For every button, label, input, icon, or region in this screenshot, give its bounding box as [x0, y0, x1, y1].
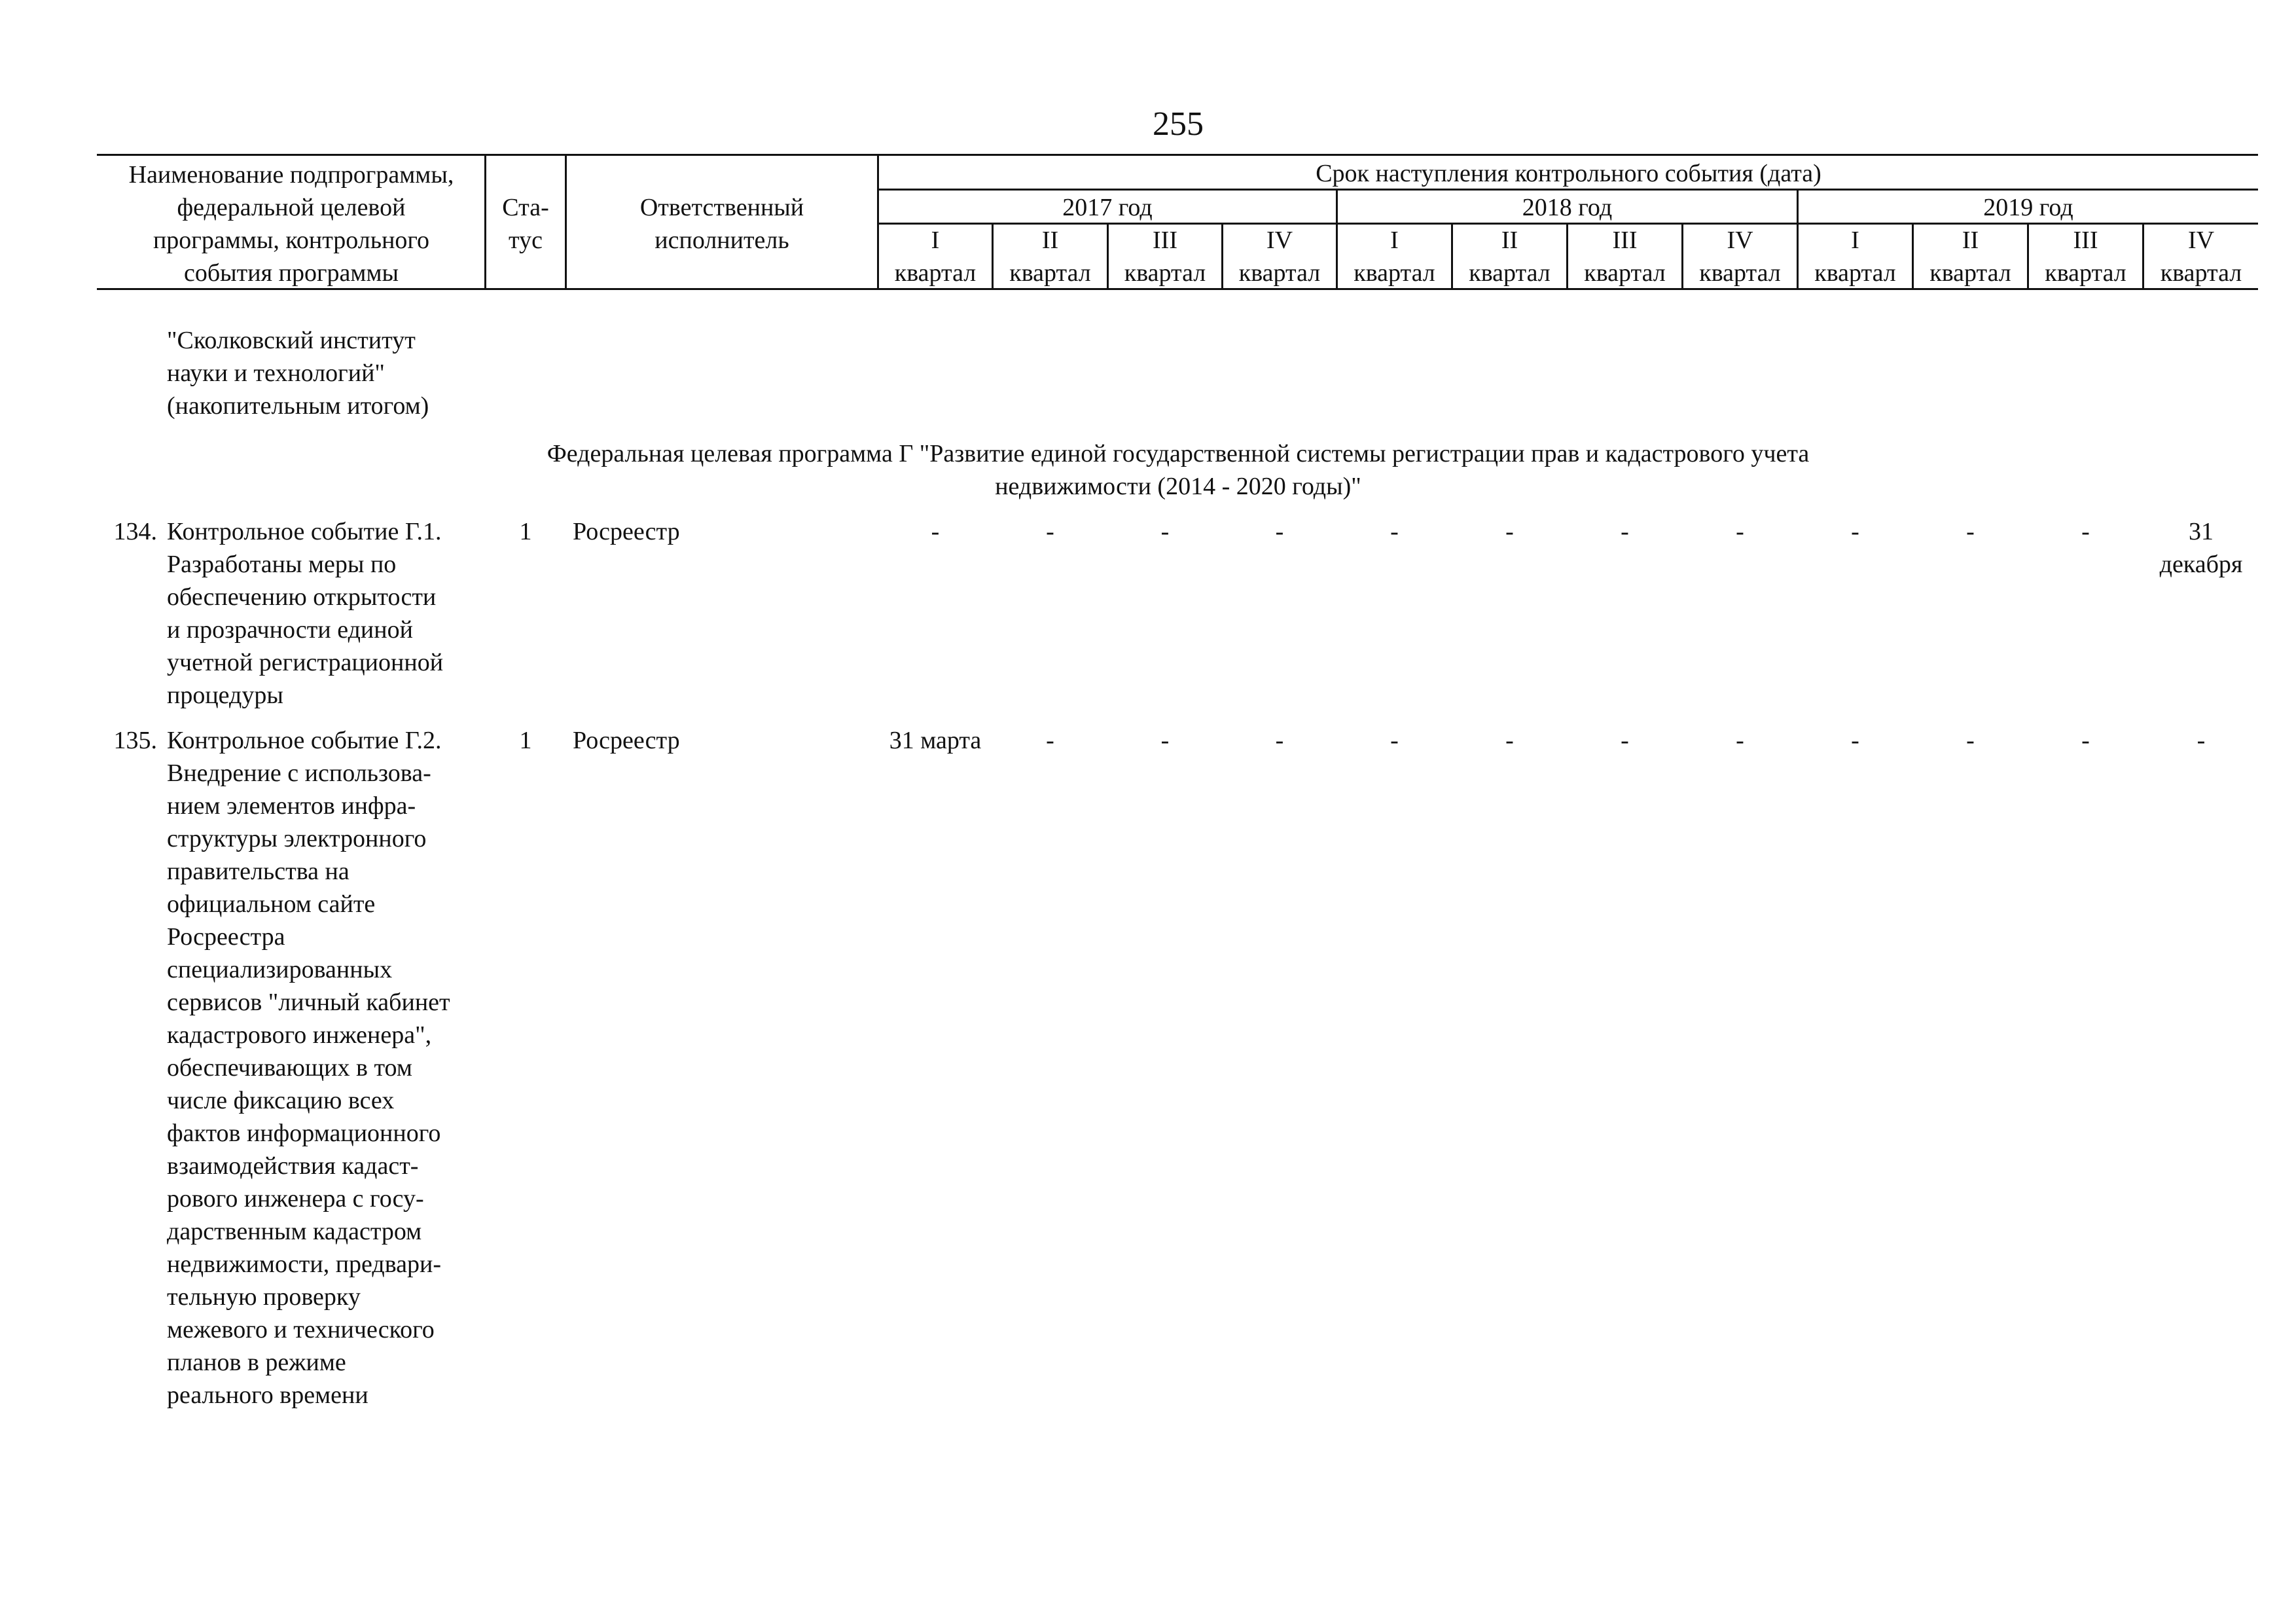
event-name-line: кадастрового инженера",: [167, 1021, 432, 1049]
header-quarter: III: [1612, 227, 1638, 254]
section-title-line: Федеральная целевая программа Г "Развитие единой государственной системы регистрации прав и кадастрового учета: [547, 440, 1810, 467]
event-name-line: правительства на: [167, 858, 350, 885]
header-name-line: федеральной целевой: [177, 194, 406, 221]
event-name-line: процедуры: [167, 682, 283, 709]
header-year: 2018 год: [1522, 194, 1613, 221]
event-name-line: дарственным кадастром: [167, 1218, 422, 1245]
header-quarter-word: квартал: [1238, 259, 1321, 287]
quarter-value: -: [2197, 727, 2206, 754]
quarter-value: -: [2081, 518, 2090, 545]
header-quarter: III: [1153, 227, 1177, 254]
event-name-line: взаимодействия кадаст-: [167, 1152, 419, 1180]
executor-value: Росреестр: [573, 518, 680, 545]
continuation-line: (накопительным итогом): [167, 392, 429, 420]
header-quarter-word: квартал: [1584, 259, 1666, 287]
header-quarter-word: квартал: [1699, 259, 1781, 287]
quarter-value: -: [1046, 727, 1054, 754]
event-name-line: Росреестра: [167, 923, 285, 951]
quarter-value: -: [1736, 518, 1744, 545]
event-name-line: обеспечению открытости: [167, 583, 437, 611]
quarter-value: 31 марта: [889, 727, 982, 754]
header-quarter: II: [1962, 227, 1979, 254]
quarter-value: -: [1160, 727, 1170, 754]
quarter-value: -: [1851, 518, 1859, 545]
quarter-value: -: [1966, 727, 1975, 754]
event-name-line: фактов информационного: [167, 1120, 441, 1147]
event-name-line: нием элементов инфра-: [167, 792, 416, 820]
quarter-value: -: [1275, 727, 1284, 754]
header-quarter: IV: [2187, 227, 2215, 254]
header-name-line: события программы: [183, 259, 399, 287]
header-quarter-word: квартал: [1009, 259, 1091, 287]
header-quarter-word: квартал: [894, 259, 977, 287]
event-name-line: Внедрение с использова-: [167, 759, 431, 787]
quarter-value: -: [931, 518, 940, 545]
event-name-line: числе фиксацию всех: [167, 1087, 395, 1114]
quarter-value: -: [1851, 727, 1859, 754]
quarter-value: 31 декабря: [2159, 518, 2243, 578]
header-quarter-word: квартал: [1469, 259, 1551, 287]
section-title-line: недвижимости (2014 - 2020 годы)": [995, 473, 1361, 500]
event-name-line: сервисов "личный кабинет: [167, 989, 450, 1016]
quarter-value: -: [1505, 518, 1514, 545]
status-value: 1: [519, 727, 532, 754]
header-year: 2019 год: [1983, 194, 2073, 221]
header-quarter: I: [931, 227, 940, 254]
header-quarter-word: квартал: [1124, 259, 1206, 287]
event-name-line: рового инженера с госу-: [167, 1185, 424, 1213]
header-quarter: III: [2073, 227, 2098, 254]
header-year: 2017 год: [1062, 194, 1153, 221]
quarter-value: -: [1390, 518, 1399, 545]
event-name-line: тельную проверку: [167, 1283, 361, 1311]
header-executor-line: исполнитель: [655, 227, 789, 254]
quarter-value: -: [1966, 518, 1975, 545]
event-name-line: реального времени: [167, 1381, 368, 1409]
header-quarter: IV: [1266, 227, 1293, 254]
header-status-line: тус: [509, 227, 543, 254]
header-quarter-word: квартал: [2160, 259, 2242, 287]
header-quarter: I: [1851, 227, 1859, 254]
header-top-rule: [97, 154, 2258, 156]
header-quarter: II: [1501, 227, 1518, 254]
event-name-line: Разработаны меры по: [167, 551, 397, 578]
header-quarter-word: квартал: [2045, 259, 2126, 287]
event-name-line: и прозрачности единой: [167, 616, 413, 644]
quarter-value: -: [1736, 727, 1744, 754]
quarter-value: -: [1390, 727, 1399, 754]
event-name-line: обеспечивающих в том: [167, 1054, 412, 1082]
quarter-value: -: [1046, 518, 1054, 545]
header-quarter: I: [1390, 227, 1399, 254]
event-name-line: учетной регистрационной: [167, 649, 444, 676]
event-name-line: специализированных: [167, 956, 393, 983]
header-name-line: программы, контрольного: [152, 227, 430, 254]
header-quarter-word: квартал: [1814, 259, 1896, 287]
header-status-line: Ста-: [502, 194, 549, 221]
continuation-line: "Сколковский институт: [167, 327, 416, 354]
quarter-value: -: [2081, 727, 2090, 754]
page-number: 255: [1153, 105, 1204, 143]
event-name-line: Контрольное событие Г.2.: [167, 727, 442, 754]
event-name-line: структуры электронного: [167, 825, 427, 852]
row-number: 135.: [113, 727, 157, 754]
quarter-value: -: [1275, 518, 1284, 545]
quarter-value: -: [1621, 518, 1629, 545]
header-quarter: II: [1041, 227, 1059, 254]
quarter-value: -: [1160, 518, 1170, 545]
event-name-line: Контрольное событие Г.1.: [167, 518, 442, 545]
event-name-line: недвижимости, предвари-: [167, 1250, 442, 1278]
header-quarter-word: квартал: [1929, 259, 2011, 287]
header-executor-line: Ответственный: [639, 194, 804, 221]
continuation-line: науки и технологий": [167, 359, 385, 387]
event-name-line: официальном сайте: [167, 890, 376, 918]
header-quarter-word: квартал: [1354, 259, 1435, 287]
executor-value: Росреестр: [573, 727, 680, 754]
row-number: 134.: [113, 518, 157, 545]
event-name-line: планов в режиме: [167, 1349, 346, 1376]
quarter-value: -: [1621, 727, 1629, 754]
status-value: 1: [519, 518, 532, 545]
header-name-line: Наименование подпрограммы,: [128, 161, 454, 189]
quarter-value: -: [1505, 727, 1514, 754]
event-name-line: межевого и технического: [167, 1316, 435, 1343]
header-quarter: IV: [1727, 227, 1753, 254]
header-deadline: Срок наступления контрольного события (дата): [1316, 160, 1821, 187]
